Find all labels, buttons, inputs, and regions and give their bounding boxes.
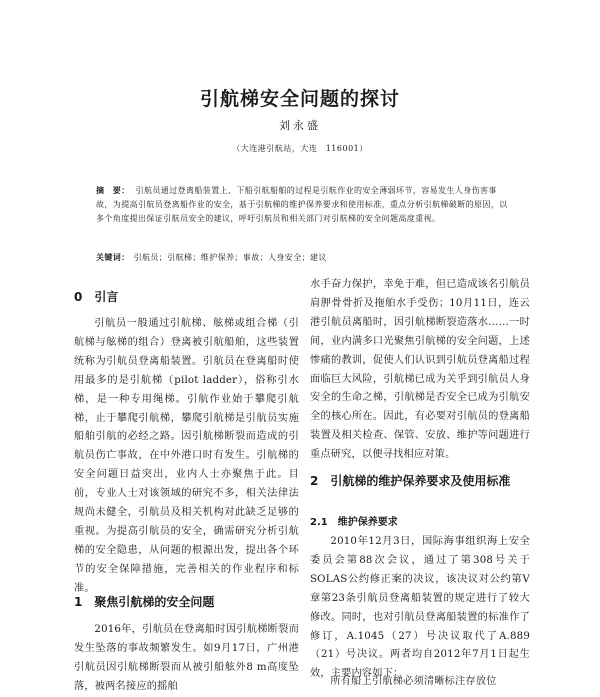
- abstract-text: 引航员通过登离船装置上、下船引航船舶的过程是引航作业的安全薄弱环节，容易发生人身伤害事故，为提高引航员登离船作业的安全，基于引航梯的维护保养要求和使用标准，重点分析引航梯破断的原因，以多个角度提出保证引航员安全的建议，呼吁引航员和相关部门对引航梯的安全问题高度重视。: [96, 186, 508, 223]
- subsection-2-1-paragraph-2: 所有船上引航梯必须清晰标注存放位: [330, 676, 497, 687]
- section-1-paragraph: 2016年，引航员在登离船时因引航梯断裂而发生坠落的事故频繁发生。如9月17日，广州港引航员因引航梯断裂而从被引船舷外8 m高度坠落，被两名接应的摇舶: [74, 624, 299, 692]
- abstract: [96, 184, 508, 226]
- section-0-paragraph: 引航员一般通过引航梯、舷梯或组合梯（引航梯与舷梯的组合）登离被引航船舶，这些装置统称为引航员登离船装置。引航员在登离船时使用最多的是引航梯（pilot ladder），俗称引水梯，是一种专用绳梯。引航作业始于攀爬引航梯，止于攀爬引航梯，攀爬引航梯是引航员实施船舶引航的必经之路。因引航梯断裂而造成的引航员伤亡事故，在中外港口时有发生。引航梯的安全问题日益突出，业内人士亦聚焦于此。目前，专业人士对该领域的研究不多，相关法律法规尚未健全，引航员及相关机构对此缺乏足够的重视。为提高引航员的安全，确需研究分析引航梯的安全隐患，从问题的根源出发，提出各个环节的安全保障措施，完善相关的作业程序和标准。: [74, 318, 299, 594]
- page-title: 引航梯安全问题的探讨: [199, 88, 400, 110]
- section-1-continuation: 水手奋力保护，幸免于难，但已造成该名引航员肩胛骨骨折及拖舶水手受伤；10月11日，连云港引航员离船时，因引航梯断裂造落水……一时间，业内满多口光聚焦引航梯的安全问题，上述惨痛的教训，促使人们认识到引航员登离船过程面临巨大风险，引航梯已成为关乎到引航员人身安全的生命之梯，引航梯是否安全已成为引航安全的核心所在。因此，有必要对引航员的登离船装置及相关检查、保管、安放、维护等问题进行重点研究，以便寻找相应对策。: [310, 279, 530, 461]
- keywords-label: 关键词：: [96, 253, 130, 262]
- section-2-heading: 2 引航梯的维护保养要求及使用标准: [310, 474, 511, 488]
- section-1-heading: 1 聚焦引航梯的安全问题: [74, 595, 215, 609]
- abstract-label: 摘 要：: [96, 186, 130, 195]
- affiliation: （大连港引航站，大连 116001）: [232, 144, 368, 153]
- keywords: [96, 251, 508, 265]
- keywords-text: 引航员；引航梯；维护保养；事故；人身安全；建议: [133, 253, 327, 262]
- section-0-heading: 0 引言: [74, 290, 119, 304]
- subsection-2-1-heading: 2.1 维护保养要求: [310, 517, 398, 528]
- author: 刘永盛: [279, 119, 321, 132]
- subsection-2-1-paragraph: 2010年12月3日，国际海事组织海上安全委员会第88次会议，通过了第308号关于SOLAS公约修正案的决议，该决议对公约第Ⅴ章第23条引航员登离船装置的规定进行了较大修改。同时，也对引航员登离船装置的标准作了修订，A.1045（27）号决议取代了A.889（21）号决议。两者均自2012年7月1日起生效，主要内容如下：: [310, 536, 530, 680]
